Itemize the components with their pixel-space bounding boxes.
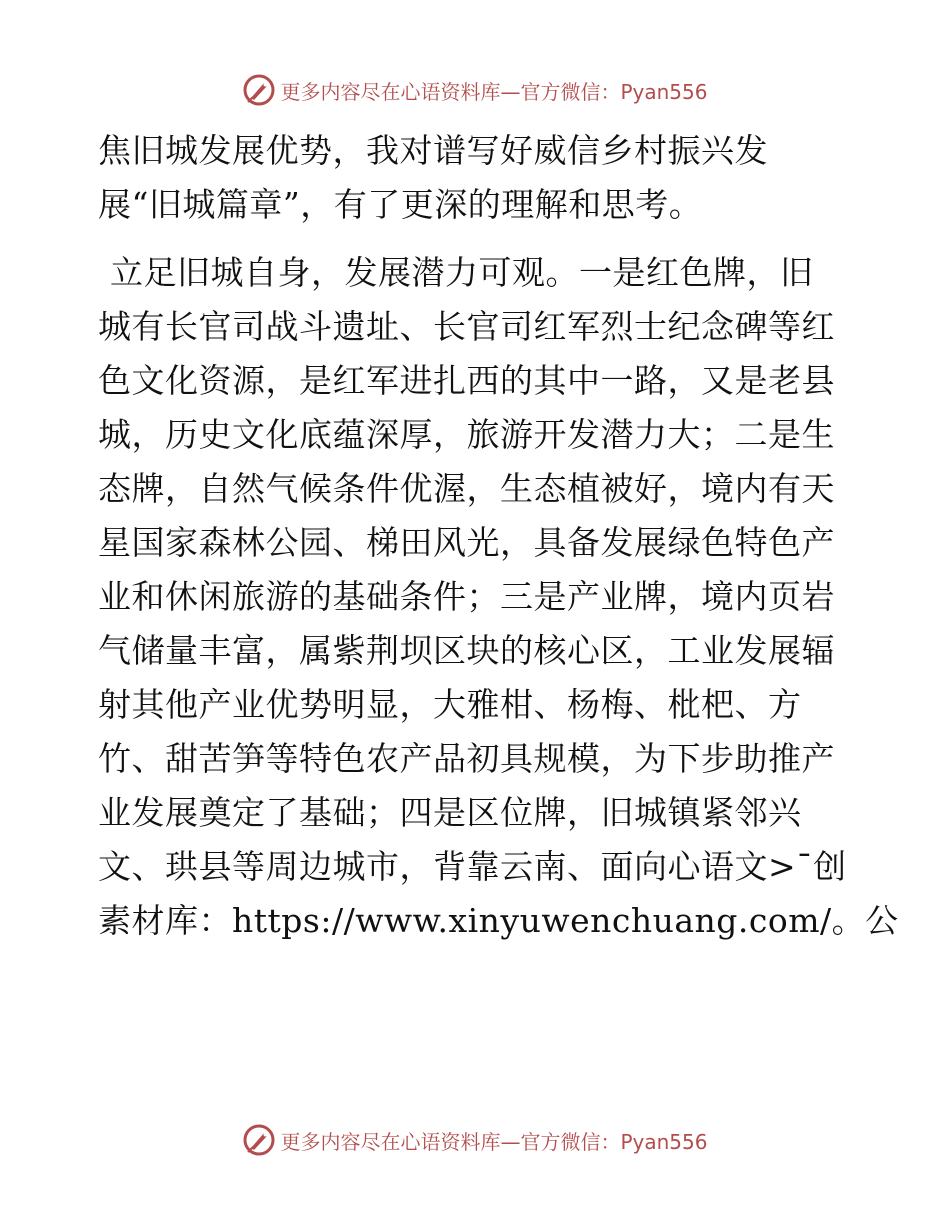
header-banner <box>0 70 950 110</box>
text-line: 素材库：https://www.xinyuwenchuang.com/。公 <box>98 901 899 940</box>
fountain-pen-seal-icon <box>242 1123 276 1157</box>
text-line: 业和休闲旅游的基础条件；三是产业牌，境内页岩 <box>98 577 835 616</box>
footer-banner-text: 更多内容尽在心语资料库—官方微信：Pyan556 <box>280 1129 708 1154</box>
text-line: 焦旧城发展优势，我对谱写好威信乡村振兴发 <box>98 131 768 170</box>
text-line: 射其他产业优势明显，大雅柑、杨梅、枇杷、方 <box>98 685 802 724</box>
paragraph <box>98 246 899 948</box>
text-line: 态牌，自然气候条件优渥，生态植被好，境内有天 <box>98 469 835 508</box>
text-line: 文、珙县等周边城市，背靠云南、面向心语文>¯创 <box>98 847 847 886</box>
text-line: 色文化资源，是红军进扎西的其中一路，又是老县 <box>98 361 835 400</box>
text-line: 业发展奠定了基础；四是区位牌，旧城镇紧邻兴 <box>98 793 802 832</box>
text-line: 竹、甜苦笋等特色农产品初具规模，为下步助推产 <box>98 739 835 778</box>
text-line: 城有长官司战斗遗址、长官司红军烈士纪念碑等红 <box>98 307 835 346</box>
text-line: 展“旧城篇章”，有了更深的理解和思考。 <box>98 185 703 224</box>
text-line: 立足旧城自身，发展潜力可观。一是红色牌，旧 <box>110 253 814 292</box>
header-banner-text: 更多内容尽在心语资料库—官方微信：Pyan556 <box>280 79 708 104</box>
fountain-pen-seal-icon <box>242 73 276 107</box>
text-line: 星国家森林公园、梯田风光，具备发展绿色特色产 <box>98 523 835 562</box>
paragraph <box>98 124 858 232</box>
document-body <box>98 124 899 948</box>
text-line: 气储量丰富，属紫荆坝区块的核心区，工业发展辐 <box>98 631 835 670</box>
text-line: 城，历史文化底蕴深厚，旅游开发潜力大；二是生 <box>98 415 835 454</box>
footer-banner <box>0 1120 950 1160</box>
